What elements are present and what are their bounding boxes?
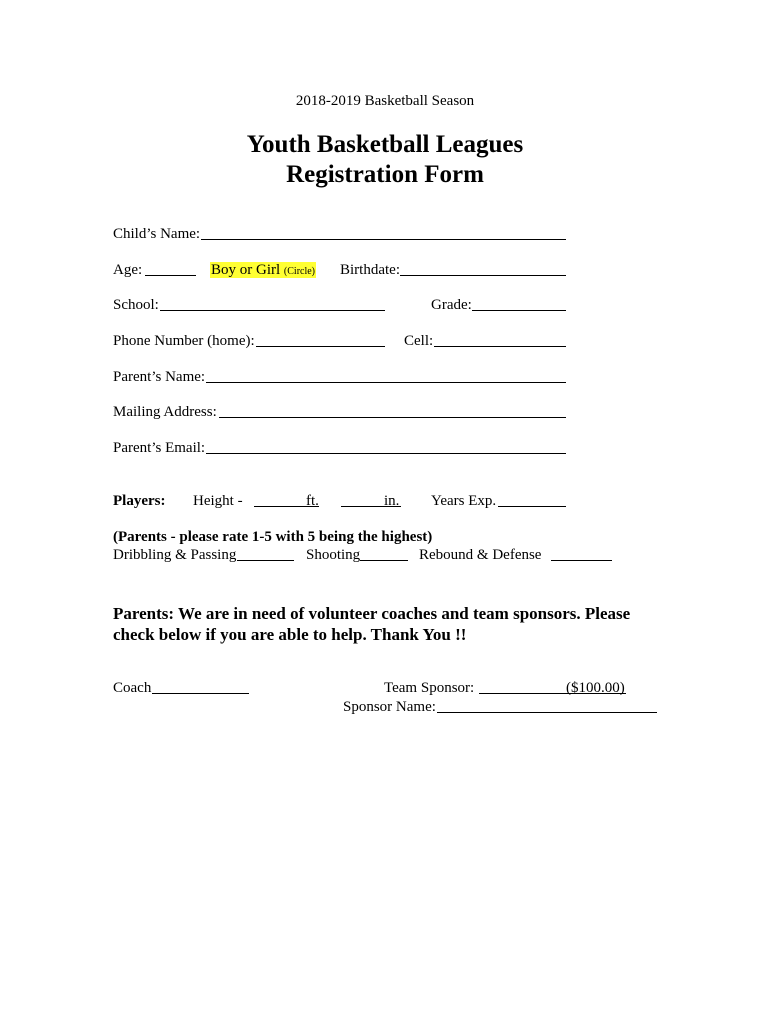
volunteer-note-line2: check below if you are able to help. Thank You !! [113,625,467,644]
childs-name-field[interactable] [201,239,566,240]
height-label: Height - [193,493,243,509]
grade-label: Grade: [431,297,472,313]
cell-field[interactable] [434,346,566,347]
season-label: 2018-2019 Basketball Season [295,93,475,109]
parents-email-label: Parent’s Email: [113,440,206,456]
parents-email-field[interactable] [206,453,566,454]
birthdate-field[interactable] [400,275,566,276]
shooting-field[interactable] [360,560,408,561]
childs-name-label: Child’s Name: [113,226,201,242]
rebound-label: Rebound & Defense [419,547,542,563]
phone-home-field[interactable] [256,346,385,347]
grade-field[interactable] [472,310,566,311]
gender-choice[interactable] [210,261,316,281]
inches-unit-label: in. [384,493,400,509]
players-label: Players: [113,493,166,509]
rating-instruction: (Parents - please rate 1-5 with 5 being the highest) [113,529,433,545]
school-label: School: [113,297,159,313]
feet-unit-label: ft. [306,493,319,509]
mailing-address-label: Mailing Address: [113,404,217,420]
parents-name-label: Parent’s Name: [113,369,206,385]
dribbling-label: Dribbling & Passing [113,547,237,563]
page-subtitle: Registration Form [286,161,484,188]
sponsor-amount: ($100.00) [566,680,625,696]
school-field[interactable] [160,310,385,311]
cell-label: Cell: [404,333,434,349]
rebound-field[interactable] [551,560,612,561]
shooting-label: Shooting [306,547,361,563]
dribbling-field[interactable] [237,560,294,561]
volunteer-note-line1: Parents: We are in need of volunteer coaches and team sponsors. Please [113,604,631,623]
birthdate-label: Birthdate: [340,262,400,278]
coach-field[interactable] [152,693,249,694]
age-label: Age: [113,262,143,278]
gender-note: (Circle) [283,266,316,277]
mailing-address-field[interactable] [219,417,566,418]
age-field[interactable] [145,275,196,276]
phone-home-label: Phone Number (home): [113,333,255,349]
page-title: Youth Basketball Leagues [246,131,524,158]
parents-name-field[interactable] [206,382,566,383]
team-sponsor-label: Team Sponsor: [384,680,475,696]
coach-label: Coach [113,680,152,696]
sponsor-name-label: Sponsor Name: [343,699,436,715]
gender-label: Boy or Girl [211,262,281,278]
sponsor-name-field[interactable] [437,712,657,713]
years-exp-field[interactable] [498,506,566,507]
years-exp-label: Years Exp. [431,493,497,509]
